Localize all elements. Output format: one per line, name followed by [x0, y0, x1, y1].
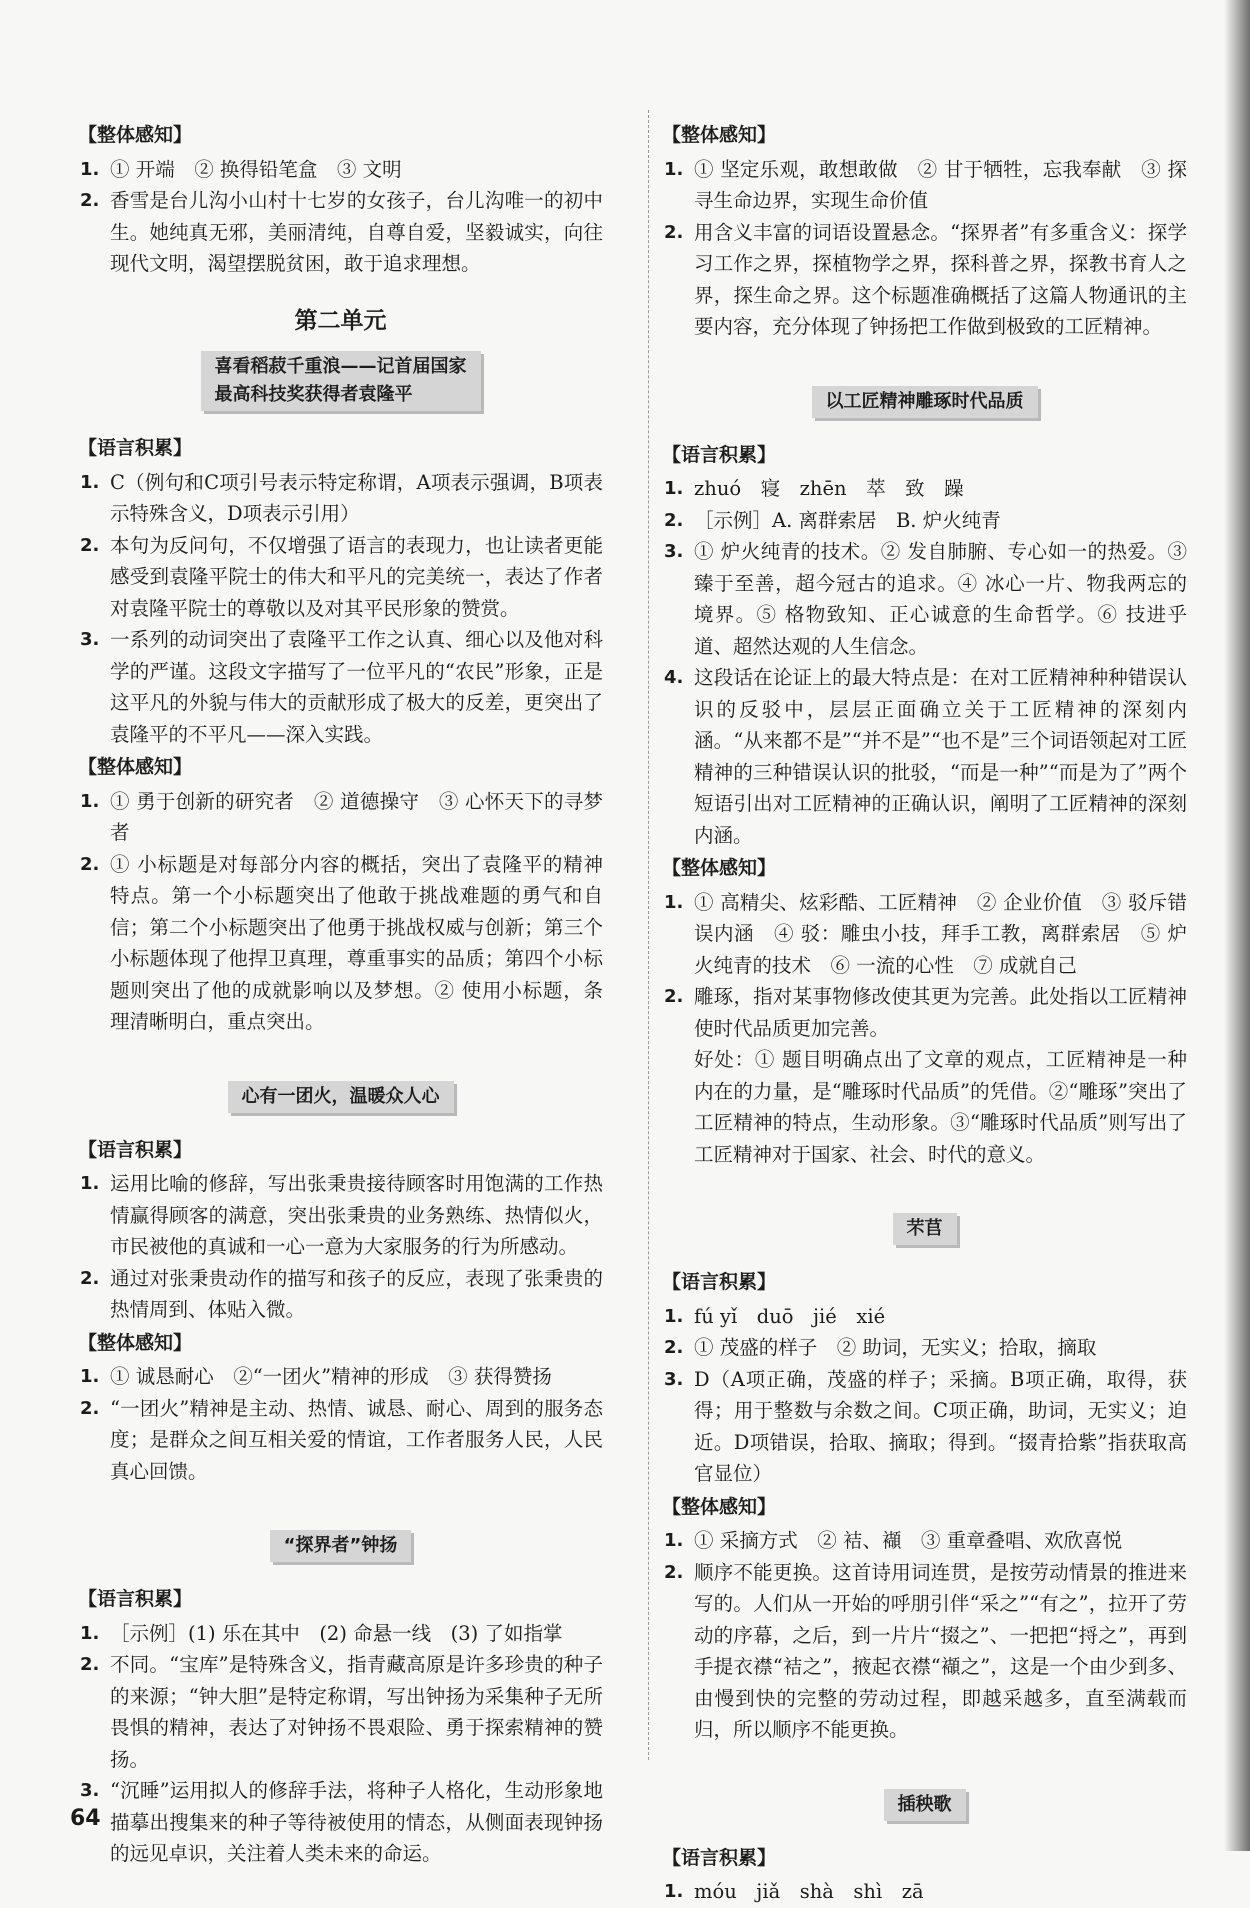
- item-number: 3.: [80, 1780, 100, 1801]
- answer-item: [78, 1649, 603, 1775]
- answer-item: [662, 1525, 1187, 1557]
- answer-item: [662, 1557, 1187, 1746]
- item-number: 2.: [80, 190, 100, 211]
- item-text: C（例句和C项引号表示特定称谓，A项表示强调，B项表示特殊含义，D项表示引用）: [110, 470, 603, 525]
- item-text: ① 高精尖、炫彩酷、工匠精神 ② 企业价值 ③ 驳斥错误内涵 ④ 驳：雕虫小技，拜手工教，离群索居 ⑤ 炉火纯青的技术 ⑥ 一流的心性 ⑦ 成就自己: [694, 890, 1187, 977]
- item-number: 3.: [664, 1368, 684, 1390]
- page-edge-shadow: [1224, 0, 1250, 1851]
- lesson-title-wrap: [662, 1212, 1187, 1245]
- item-text: 通过对张秉贵动作的描写和孩子的反应，表现了张秉贵的热情周到、体贴入微。: [110, 1266, 603, 1321]
- item-number: 1.: [664, 1305, 684, 1327]
- item-number: 1.: [664, 1881, 684, 1902]
- answer-item: [662, 536, 1187, 662]
- section-heading: 【语言积累】: [662, 443, 777, 466]
- lesson-title: 以工匠精神雕琢时代品质: [812, 386, 1038, 418]
- item-text: 香雪是台儿沟小山村十七岁的女孩子，台儿沟唯一的初中生。她纯真无邪，美丽清纯，自尊自爱，坚毅诚实，向往现代文明，渴望摆脱贫困，敢于追求理想。: [110, 189, 603, 275]
- section-heading: 【语言积累】: [78, 437, 193, 459]
- page-number: 64: [70, 1806, 101, 1831]
- item-number: 1.: [80, 158, 100, 180]
- item-text: zhuó 寝 zhēn 萃 致 躁: [694, 477, 964, 500]
- item-text: móu jiǎ shà shì zā: [694, 1880, 924, 1903]
- item-number: 2.: [664, 221, 684, 243]
- item-number: 1.: [80, 1366, 100, 1387]
- item-number: 3.: [664, 541, 684, 562]
- item-number: 1.: [664, 158, 684, 180]
- answer-item: [662, 217, 1187, 343]
- item-number: 1.: [664, 1530, 684, 1551]
- answer-item: [662, 154, 1187, 217]
- answer-item: [662, 473, 1187, 505]
- answer-item: [662, 662, 1187, 851]
- section-heading: 【整体感知】: [662, 857, 777, 879]
- answer-item: [78, 849, 603, 1038]
- item-number: 2.: [664, 509, 684, 531]
- column-divider: [648, 110, 649, 1760]
- item-number: 1.: [80, 1622, 100, 1644]
- item-text: 顺序不能更换。这首诗用词连贯，是按劳动情景的推进来写的。人们从一开始的呼朋引伴“采之”“有之”，拉开了劳动的序幕，之后，到一片片“掇之”、一把把“捋之”，再到手提衣襟“袺之”，掖起衣襟“襭之”，这是一个由少到多、由慢到快的完整的劳动过程，即越采越多，直至满载而归，所以顺序不能更换。: [694, 1560, 1187, 1741]
- answer-item: [78, 154, 603, 186]
- item-text: ① 采摘方式 ② 袺、襭 ③ 重章叠唱、欢欣喜悦: [694, 1529, 1123, 1552]
- item-text: fú yǐ duō jié xié: [694, 1304, 886, 1328]
- lesson-title: 插秧歌: [884, 1789, 966, 1821]
- item-text: ① 诚恳耐心 ②“一团火”精神的形成 ③ 获得赞扬: [110, 1365, 552, 1388]
- answer-item: [662, 981, 1187, 1044]
- item-text: 运用比喻的修辞，写出张秉贵接待顾客时用饱满的工作热情赢得顾客的满意，突出张秉贵的业务熟练、热情似火，市民被他的真诚和一心一意为大家服务的行为所感动。: [110, 1172, 603, 1258]
- section-heading: 【整体感知】: [78, 124, 193, 146]
- item-text: D（A项正确，茂盛的样子；采摘。B项正确，取得，获得；用于整数与余数之间。C项正确，助词，无实义；迫近。D项错误，拾取、摘取；得到。“掇青拾紫”指获取高官显位）: [694, 1367, 1187, 1485]
- answer-item: [78, 1168, 603, 1263]
- lesson-title-wrap: [662, 1788, 1187, 1821]
- answer-item: [662, 887, 1187, 982]
- section-heading: 【整体感知】: [662, 124, 777, 146]
- item-number: 3.: [80, 629, 100, 650]
- lesson-title-line: 喜看稻菽千重浪——记首届国家: [214, 356, 467, 377]
- unit-title: 第二单元: [294, 307, 387, 334]
- section-heading: 【整体感知】: [662, 1495, 777, 1518]
- item-number: 2.: [80, 853, 100, 875]
- item-number: 1.: [80, 1173, 100, 1194]
- lesson-title: 心有一团火，温暖众人心: [228, 1081, 454, 1113]
- item-text: ① 坚定乐观，敢想敢做 ② 甘于牺牲，忘我奉献 ③ 探寻生命边界，实现生命价值: [694, 157, 1187, 212]
- item-number: 2.: [664, 986, 684, 1007]
- lesson-title-wrap: [662, 385, 1187, 418]
- answer-item: [78, 1618, 603, 1650]
- answer-item: [662, 1332, 1187, 1364]
- item-text: “一团火”精神是主动、热情、诚恳、耐心、周到的服务态度；是群众之间互相关爱的情谊，工作者服务人民，人民真心回馈。: [110, 1396, 603, 1483]
- item-number: 2.: [80, 534, 100, 556]
- section-heading: 【整体感知】: [78, 756, 193, 778]
- answer-item: [78, 467, 603, 530]
- item-text: 用含义丰富的词语设置悬念。“探界者”有多重含义：探学习工作之界，探植物学之界，探科普之界，探教书育人之界，探生命之界。这个标题准确概括了这篇人物通讯的主要内容，充分体现了钟扬把工作做到极致的工匠精神。: [694, 220, 1187, 338]
- lesson-title: 芣苢: [893, 1213, 957, 1245]
- lesson-title: “探界者”钟扬: [270, 1530, 412, 1562]
- item-continuation: 好处：① 题目明确点出了文章的观点，工匠精神是一种内在的力量，是“雕琢时代品质”的凭借。②“雕琢”突出了工匠精神的特点，生动形象。③“雕琢时代品质”则写出了工匠精神对于国家、社会、时代的意义。: [694, 1048, 1187, 1166]
- item-number: 2.: [80, 1654, 100, 1675]
- item-text: 一系列的动词突出了袁隆平工作之认真、细心以及他对科学的严谨。这段文字描写了一位平凡的“农民”形象，正是这平凡的外貌与伟大的贡献形成了极大的反差，更突出了袁隆平的不平凡——深入实践。: [110, 628, 603, 746]
- item-text: ① 开端 ② 换得铅笔盒 ③ 文明: [110, 157, 402, 181]
- item-text: 本句为反问句，不仅增强了语言的表现力，也让读者更能感受到袁隆平院士的伟大和平凡的完美统一，表达了作者对袁隆平院士的尊敬以及对其平民形象的赞赏。: [110, 533, 603, 620]
- item-text: 不同。“宝库”是特殊含义，指青藏高原是许多珍贵的种子的来源；“钟大胆”是特定称谓，写出钟扬为采集种子无所畏惧的精神，表达了对钟扬不畏艰险、勇于探索精神的赞扬。: [110, 1653, 603, 1771]
- item-number: 2.: [80, 1397, 100, 1419]
- answer-item: [78, 1393, 603, 1488]
- section-heading: 【语言积累】: [662, 1271, 777, 1293]
- item-text: ① 勇于创新的研究者 ② 道德操守 ③ 心怀天下的寻梦者: [110, 789, 603, 844]
- answer-item: [662, 1364, 1187, 1490]
- item-number: 1.: [664, 478, 684, 499]
- item-number: 2.: [664, 1337, 684, 1358]
- item-text: 雕琢，指对某事物修改使其更为完善。此处指以工匠精神使时代品质更加完善。: [694, 985, 1187, 1040]
- item-number: 1.: [80, 790, 100, 812]
- section-heading: 【整体感知】: [78, 1331, 193, 1354]
- item-number: 2.: [80, 1267, 100, 1289]
- item-text: ① 炉火纯青的技术。② 发自肺腑、专心如一的热爱。③ 臻于至善，超今冠古的追求。④ 冰心一片、物我两忘的境界。⑤ 格物致知、正心诚意的生命哲学。⑥ 技进乎道、超然达观的人生信念。: [694, 540, 1187, 658]
- section-heading: 【语言积累】: [78, 1138, 193, 1161]
- item-text: 这段话在论证上的最大特点是：在对工匠精神种种错误认识的反驳中，层层正面确立关于工匠精神的深刻内涵。“从来都不是”“并不是”“也不是”三个词语领起对工匠精神的三种错误认识的批驳，“而是一种”“而是为了”两个短语引出对工匠精神的正确认识，阐明了工匠精神的深刻内涵。: [694, 666, 1187, 847]
- item-number: 4.: [664, 667, 684, 688]
- answer-item: [78, 1775, 603, 1870]
- left-column: [78, 118, 603, 1870]
- item-text: ［示例］(1) 乐在其中 (2) 命悬一线 (3) 了如指掌: [110, 1621, 563, 1645]
- answer-item: [78, 624, 603, 750]
- item-text: ① 茂盛的样子 ② 助词，无实义；拾取，摘取: [694, 1336, 1097, 1359]
- item-number: 1.: [664, 891, 684, 913]
- answer-item: [78, 786, 603, 849]
- item-text: ［示例］A. 离群索居 B. 炉火纯青: [694, 508, 1001, 532]
- answer-item: [662, 1301, 1187, 1333]
- lesson-title-wrap: [78, 1529, 603, 1562]
- answer-item: [78, 185, 603, 280]
- lesson-title: [201, 351, 481, 411]
- answer-item: [78, 1263, 603, 1326]
- item-text: “沉睡”运用拟人的修辞手法，将种子人格化，生动形象地描摹出搜集来的种子等待被使用的情态，从侧面表现钟扬的远见卓识，关注着人类未来的命运。: [110, 1779, 603, 1865]
- answer-item: [662, 1876, 1187, 1908]
- lesson-title-wrap: [78, 1080, 603, 1113]
- answer-item: [662, 505, 1187, 537]
- right-column: [662, 118, 1187, 1908]
- lesson-title-wrap: [78, 351, 603, 411]
- item-number: 1.: [80, 471, 100, 493]
- lesson-title-line: 最高科技奖获得者袁隆平: [214, 384, 413, 405]
- section-heading: 【语言积累】: [662, 1846, 777, 1869]
- answer-item: [78, 1361, 603, 1393]
- item-text: ① 小标题是对每部分内容的概括，突出了袁隆平的精神特点。第一个小标题突出了他敢于挑战难题的勇气和自信；第二个小标题突出了他勇于挑战权威与创新；第三个小标题体现了他捍卫真理，尊重事实的品质；第四个小标题则突出了他的成就影响以及梦想。② 使用小标题，条理清晰明白，重点突出。: [110, 852, 603, 1033]
- section-heading: 【语言积累】: [78, 1588, 193, 1610]
- answer-item: [78, 530, 603, 625]
- item-number: 2.: [664, 1561, 684, 1583]
